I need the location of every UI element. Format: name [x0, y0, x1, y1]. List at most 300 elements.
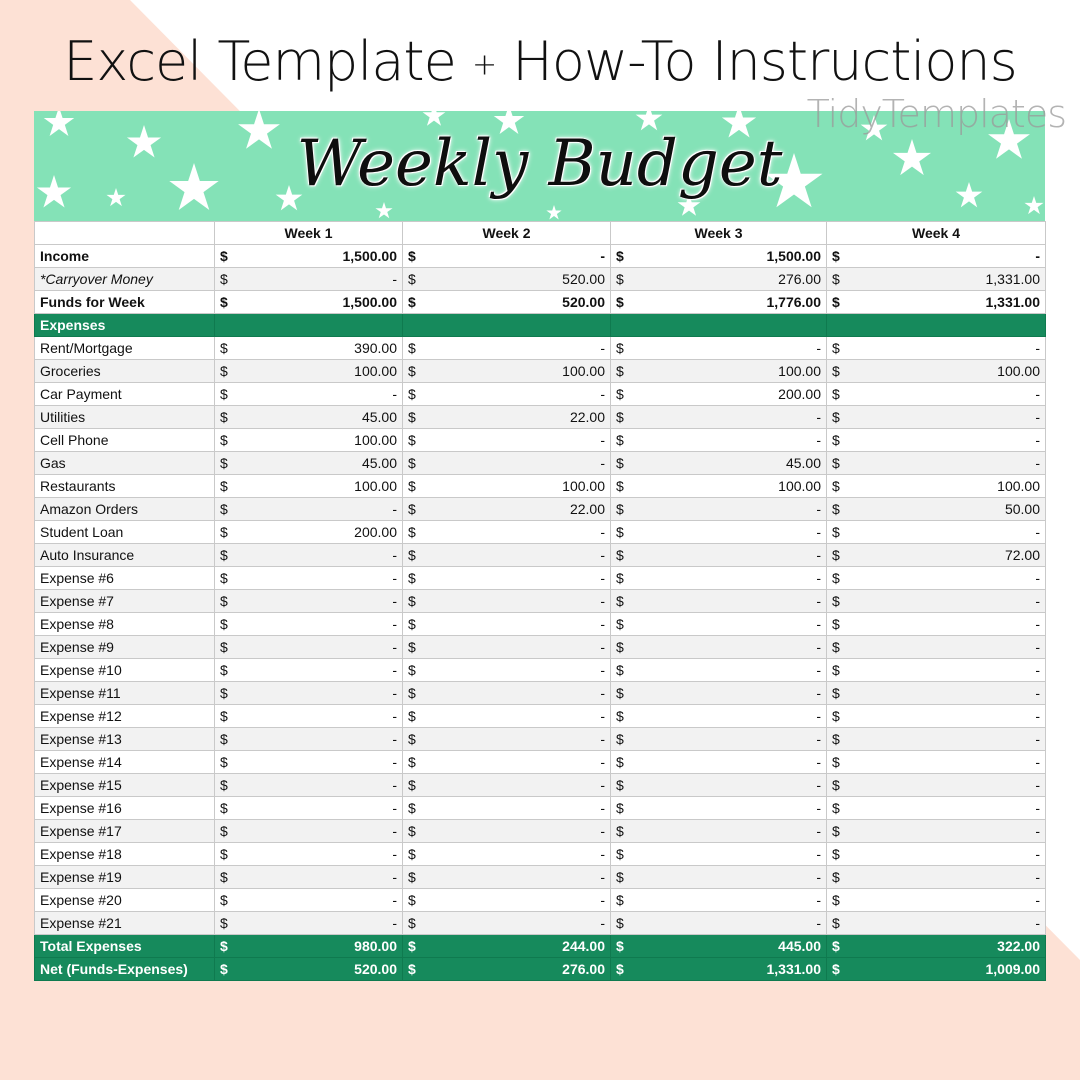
currency-cell[interactable]: $ — [215, 659, 237, 682]
currency-cell[interactable]: $ — [827, 659, 849, 682]
currency-cell[interactable]: $ — [403, 636, 425, 659]
currency-cell[interactable]: $ — [611, 636, 633, 659]
currency-cell[interactable]: $ — [611, 797, 633, 820]
amount-cell[interactable]: - — [237, 567, 403, 590]
currency-cell[interactable]: $ — [403, 751, 425, 774]
amount-cell[interactable]: - — [849, 245, 1046, 268]
currency-cell[interactable]: $ — [215, 521, 237, 544]
currency-cell[interactable]: $ — [611, 268, 633, 291]
expense-row — [35, 567, 1046, 590]
amount-cell[interactable]: 1,331.00 — [849, 268, 1046, 291]
amount-cell[interactable]: - — [633, 682, 827, 705]
row-label[interactable]: Expense #21 — [35, 912, 215, 935]
currency-cell[interactable]: $ — [403, 797, 425, 820]
amount-cell[interactable]: 520.00 — [237, 958, 403, 981]
total-row — [35, 958, 1046, 981]
amount-cell[interactable]: - — [237, 866, 403, 889]
amount-cell[interactable]: 276.00 — [633, 268, 827, 291]
week-header-row — [35, 222, 1046, 245]
amount-cell[interactable]: 100.00 — [237, 475, 403, 498]
amount-cell[interactable]: - — [425, 912, 611, 935]
expense-row — [35, 659, 1046, 682]
currency-cell[interactable]: $ — [827, 728, 849, 751]
amount-cell[interactable]: - — [849, 912, 1046, 935]
currency-cell[interactable]: $ — [611, 843, 633, 866]
row-label[interactable]: Student Loan — [35, 521, 215, 544]
currency-cell[interactable]: $ — [215, 774, 237, 797]
amount-cell[interactable]: 100.00 — [237, 360, 403, 383]
currency-cell[interactable]: $ — [611, 567, 633, 590]
amount-cell[interactable]: - — [849, 406, 1046, 429]
currency-cell[interactable]: $ — [827, 705, 849, 728]
currency-cell[interactable]: $ — [827, 498, 849, 521]
amount-cell[interactable]: 1,500.00 — [237, 291, 403, 314]
amount-cell[interactable]: - — [425, 452, 611, 475]
amount-cell[interactable]: 22.00 — [425, 498, 611, 521]
amount-cell[interactable]: - — [849, 429, 1046, 452]
currency-cell[interactable]: $ — [827, 429, 849, 452]
amount-cell[interactable]: 445.00 — [633, 935, 827, 958]
amount-cell[interactable]: - — [849, 889, 1046, 912]
amount-cell[interactable]: - — [849, 705, 1046, 728]
week-header: Week 2 — [403, 222, 611, 245]
currency-cell[interactable]: $ — [827, 843, 849, 866]
currency-cell[interactable]: $ — [611, 613, 633, 636]
currency-cell[interactable]: $ — [403, 452, 425, 475]
amount-cell[interactable]: - — [425, 751, 611, 774]
row-label[interactable]: Expense #15 — [35, 774, 215, 797]
currency-cell[interactable]: $ — [827, 820, 849, 843]
currency-cell[interactable]: $ — [215, 935, 237, 958]
row-label[interactable]: Expense #7 — [35, 590, 215, 613]
currency-cell[interactable]: $ — [827, 935, 849, 958]
amount-cell[interactable]: 276.00 — [425, 958, 611, 981]
currency-cell[interactable]: $ — [215, 544, 237, 567]
amount-cell[interactable]: - — [633, 636, 827, 659]
currency-cell[interactable]: $ — [827, 958, 849, 981]
currency-cell[interactable]: $ — [827, 268, 849, 291]
row-label[interactable]: Expense #11 — [35, 682, 215, 705]
amount-cell[interactable]: - — [849, 659, 1046, 682]
currency-cell[interactable]: $ — [403, 291, 425, 314]
amount-cell[interactable]: 100.00 — [849, 360, 1046, 383]
currency-cell[interactable]: $ — [403, 659, 425, 682]
currency-cell[interactable]: $ — [403, 567, 425, 590]
currency-cell[interactable]: $ — [215, 475, 237, 498]
currency-cell[interactable]: $ — [403, 705, 425, 728]
amount-cell[interactable]: - — [633, 705, 827, 728]
currency-cell[interactable]: $ — [403, 406, 425, 429]
expense-row — [35, 728, 1046, 751]
currency-cell[interactable]: $ — [611, 912, 633, 935]
amount-cell[interactable]: - — [849, 866, 1046, 889]
amount-cell[interactable]: - — [849, 613, 1046, 636]
expense-row — [35, 705, 1046, 728]
amount-cell[interactable]: - — [237, 912, 403, 935]
amount-cell[interactable]: - — [237, 544, 403, 567]
amount-cell[interactable]: - — [237, 820, 403, 843]
amount-cell[interactable]: - — [237, 590, 403, 613]
row-label[interactable]: Cell Phone — [35, 429, 215, 452]
amount-cell[interactable]: - — [425, 245, 611, 268]
row-label[interactable]: Expense #17 — [35, 820, 215, 843]
currency-cell[interactable]: $ — [827, 590, 849, 613]
amount-cell[interactable]: 45.00 — [237, 452, 403, 475]
currency-cell[interactable]: $ — [827, 613, 849, 636]
row-label[interactable]: Expense #12 — [35, 705, 215, 728]
currency-cell[interactable]: $ — [403, 912, 425, 935]
amount-cell[interactable]: - — [849, 682, 1046, 705]
currency-cell[interactable]: $ — [827, 475, 849, 498]
currency-cell[interactable]: $ — [403, 843, 425, 866]
currency-cell[interactable]: $ — [403, 774, 425, 797]
currency-cell[interactable]: $ — [215, 406, 237, 429]
amount-cell[interactable]: - — [633, 866, 827, 889]
amount-cell[interactable]: 1,331.00 — [633, 958, 827, 981]
amount-cell[interactable]: - — [237, 797, 403, 820]
amount-cell[interactable]: - — [633, 567, 827, 590]
currency-cell[interactable]: $ — [403, 475, 425, 498]
amount-cell[interactable]: - — [425, 866, 611, 889]
row-label[interactable]: Utilities — [35, 406, 215, 429]
page-title-rest: How-To Instructions — [512, 30, 1017, 93]
amount-cell[interactable]: - — [425, 889, 611, 912]
amount-cell[interactable]: - — [237, 498, 403, 521]
currency-cell[interactable]: $ — [611, 705, 633, 728]
currency-cell[interactable]: $ — [611, 544, 633, 567]
amount-cell[interactable]: - — [849, 636, 1046, 659]
currency-cell[interactable]: $ — [403, 590, 425, 613]
amount-cell[interactable]: 980.00 — [237, 935, 403, 958]
currency-cell[interactable]: $ — [403, 337, 425, 360]
currency-cell[interactable]: $ — [611, 337, 633, 360]
page-title-main: Excel Template — [63, 30, 456, 93]
row-label[interactable]: Income — [35, 245, 215, 268]
amount-cell[interactable]: - — [425, 613, 611, 636]
amount-cell[interactable]: 322.00 — [849, 935, 1046, 958]
amount-cell[interactable]: - — [633, 751, 827, 774]
amount-cell[interactable]: - — [849, 567, 1046, 590]
currency-cell[interactable]: $ — [611, 866, 633, 889]
amount-cell[interactable]: 1,500.00 — [633, 245, 827, 268]
currency-cell[interactable]: $ — [403, 820, 425, 843]
amount-cell[interactable]: - — [237, 383, 403, 406]
currency-cell[interactable]: $ — [403, 958, 425, 981]
amount-cell[interactable]: 244.00 — [425, 935, 611, 958]
currency-cell[interactable]: $ — [403, 360, 425, 383]
currency-cell[interactable]: $ — [403, 889, 425, 912]
currency-cell[interactable]: $ — [611, 383, 633, 406]
currency-cell[interactable]: $ — [611, 659, 633, 682]
currency-cell[interactable]: $ — [611, 820, 633, 843]
currency-cell[interactable]: $ — [215, 452, 237, 475]
currency-cell[interactable]: $ — [403, 682, 425, 705]
amount-cell[interactable]: - — [633, 797, 827, 820]
amount-cell[interactable]: 72.00 — [849, 544, 1046, 567]
amount-cell[interactable]: - — [849, 774, 1046, 797]
currency-cell[interactable]: $ — [215, 268, 237, 291]
currency-cell[interactable]: $ — [215, 912, 237, 935]
amount-cell[interactable]: 100.00 — [237, 429, 403, 452]
amount-cell[interactable]: - — [425, 843, 611, 866]
amount-cell[interactable]: 390.00 — [237, 337, 403, 360]
amount-cell[interactable]: - — [633, 544, 827, 567]
row-label[interactable]: Groceries — [35, 360, 215, 383]
currency-cell[interactable]: $ — [611, 935, 633, 958]
amount-cell[interactable]: - — [237, 728, 403, 751]
amount-cell[interactable]: 520.00 — [425, 268, 611, 291]
currency-cell[interactable]: $ — [403, 728, 425, 751]
amount-cell[interactable]: - — [425, 705, 611, 728]
currency-cell[interactable]: $ — [827, 889, 849, 912]
amount-cell[interactable]: - — [237, 843, 403, 866]
amount-cell[interactable]: - — [237, 636, 403, 659]
currency-cell[interactable]: $ — [215, 498, 237, 521]
row-label[interactable]: Auto Insurance — [35, 544, 215, 567]
amount-cell[interactable]: 100.00 — [425, 475, 611, 498]
row-label[interactable]: Gas — [35, 452, 215, 475]
row-label[interactable]: Expense #16 — [35, 797, 215, 820]
amount-cell[interactable]: - — [849, 728, 1046, 751]
amount-cell[interactable]: 200.00 — [633, 383, 827, 406]
amount-cell[interactable]: 1,500.00 — [237, 245, 403, 268]
currency-cell[interactable]: $ — [403, 544, 425, 567]
currency-cell[interactable]: $ — [215, 383, 237, 406]
expenses-header-cell — [611, 314, 827, 337]
currency-cell[interactable]: $ — [827, 360, 849, 383]
amount-cell[interactable]: - — [425, 797, 611, 820]
amount-cell[interactable]: 520.00 — [425, 291, 611, 314]
expense-row — [35, 475, 1046, 498]
currency-cell[interactable]: $ — [611, 291, 633, 314]
row-label[interactable]: Amazon Orders — [35, 498, 215, 521]
amount-cell[interactable]: 100.00 — [425, 360, 611, 383]
row-label[interactable]: Expense #10 — [35, 659, 215, 682]
currency-cell[interactable]: $ — [827, 452, 849, 475]
amount-cell[interactable]: - — [237, 889, 403, 912]
currency-cell[interactable]: $ — [403, 935, 425, 958]
amount-cell[interactable]: - — [237, 659, 403, 682]
currency-cell[interactable]: $ — [215, 337, 237, 360]
currency-cell[interactable]: $ — [215, 590, 237, 613]
expense-row — [35, 820, 1046, 843]
row-label[interactable]: Net (Funds-Expenses) — [35, 958, 215, 981]
amount-cell[interactable]: - — [425, 590, 611, 613]
amount-cell[interactable]: - — [849, 820, 1046, 843]
amount-cell[interactable]: - — [849, 797, 1046, 820]
currency-cell[interactable]: $ — [215, 429, 237, 452]
amount-cell[interactable]: - — [849, 521, 1046, 544]
amount-cell[interactable]: - — [237, 751, 403, 774]
currency-cell[interactable]: $ — [827, 751, 849, 774]
amount-cell[interactable]: - — [425, 544, 611, 567]
amount-cell[interactable]: 22.00 — [425, 406, 611, 429]
currency-cell[interactable]: $ — [215, 613, 237, 636]
row-label[interactable]: Expense #18 — [35, 843, 215, 866]
currency-cell[interactable]: $ — [611, 475, 633, 498]
amount-cell[interactable]: - — [237, 705, 403, 728]
amount-cell[interactable]: - — [633, 406, 827, 429]
corner-cell — [35, 222, 215, 245]
row-label[interactable]: Expense #20 — [35, 889, 215, 912]
amount-cell[interactable]: - — [633, 889, 827, 912]
amount-cell[interactable]: - — [633, 498, 827, 521]
row-label[interactable]: *Carryover Money — [35, 268, 215, 291]
currency-cell[interactable]: $ — [827, 544, 849, 567]
currency-cell[interactable]: $ — [827, 636, 849, 659]
currency-cell[interactable]: $ — [403, 383, 425, 406]
currency-cell[interactable]: $ — [403, 429, 425, 452]
row-label[interactable]: Expense #9 — [35, 636, 215, 659]
currency-cell[interactable]: $ — [611, 360, 633, 383]
currency-cell[interactable]: $ — [215, 245, 237, 268]
amount-cell[interactable]: - — [237, 613, 403, 636]
expense-row — [35, 889, 1046, 912]
currency-cell[interactable]: $ — [215, 636, 237, 659]
amount-cell[interactable]: - — [849, 590, 1046, 613]
currency-cell[interactable]: $ — [215, 797, 237, 820]
amount-cell[interactable]: - — [237, 268, 403, 291]
currency-cell[interactable]: $ — [827, 866, 849, 889]
amount-cell[interactable]: - — [237, 774, 403, 797]
currency-cell[interactable]: $ — [403, 521, 425, 544]
row-label[interactable]: Expense #6 — [35, 567, 215, 590]
currency-cell[interactable]: $ — [215, 866, 237, 889]
row-label[interactable]: Car Payment — [35, 383, 215, 406]
currency-cell[interactable]: $ — [215, 291, 237, 314]
currency-cell[interactable]: $ — [215, 751, 237, 774]
currency-cell[interactable]: $ — [611, 774, 633, 797]
amount-cell[interactable]: - — [425, 429, 611, 452]
currency-cell[interactable]: $ — [827, 245, 849, 268]
currency-cell[interactable]: $ — [827, 406, 849, 429]
amount-cell[interactable]: 1,009.00 — [849, 958, 1046, 981]
currency-cell[interactable]: $ — [403, 613, 425, 636]
currency-cell[interactable]: $ — [215, 705, 237, 728]
budget-body — [35, 245, 1046, 981]
amount-cell[interactable]: 1,331.00 — [849, 291, 1046, 314]
expense-row — [35, 544, 1046, 567]
currency-cell[interactable]: $ — [827, 383, 849, 406]
currency-cell[interactable]: $ — [215, 728, 237, 751]
currency-cell[interactable]: $ — [215, 360, 237, 383]
amount-cell[interactable]: 45.00 — [237, 406, 403, 429]
currency-cell[interactable]: $ — [827, 521, 849, 544]
amount-cell[interactable]: 100.00 — [849, 475, 1046, 498]
amount-cell[interactable]: - — [237, 682, 403, 705]
row-label[interactable]: Restaurants — [35, 475, 215, 498]
row-label[interactable]: Total Expenses — [35, 935, 215, 958]
currency-cell[interactable]: $ — [611, 682, 633, 705]
amount-cell[interactable]: - — [633, 728, 827, 751]
currency-cell[interactable]: $ — [611, 751, 633, 774]
currency-cell[interactable]: $ — [827, 912, 849, 935]
currency-cell[interactable]: $ — [611, 521, 633, 544]
amount-cell[interactable]: - — [633, 843, 827, 866]
amount-cell[interactable]: 100.00 — [633, 360, 827, 383]
amount-cell[interactable]: - — [425, 820, 611, 843]
amount-cell[interactable]: - — [633, 590, 827, 613]
amount-cell[interactable]: - — [849, 383, 1046, 406]
currency-cell[interactable]: $ — [215, 820, 237, 843]
amount-cell[interactable]: - — [425, 682, 611, 705]
row-label[interactable]: Funds for Week — [35, 291, 215, 314]
amount-cell[interactable]: 45.00 — [633, 452, 827, 475]
amount-cell[interactable]: 1,776.00 — [633, 291, 827, 314]
currency-cell[interactable]: $ — [215, 889, 237, 912]
amount-cell[interactable]: - — [849, 337, 1046, 360]
amount-cell[interactable]: - — [425, 659, 611, 682]
currency-cell[interactable]: $ — [611, 429, 633, 452]
expense-row — [35, 521, 1046, 544]
currency-cell[interactable]: $ — [611, 728, 633, 751]
amount-cell[interactable]: - — [849, 751, 1046, 774]
currency-cell[interactable]: $ — [611, 245, 633, 268]
currency-cell[interactable]: $ — [827, 797, 849, 820]
amount-cell[interactable]: - — [633, 337, 827, 360]
amount-cell[interactable]: - — [425, 636, 611, 659]
currency-cell[interactable]: $ — [403, 498, 425, 521]
amount-cell[interactable]: - — [425, 567, 611, 590]
amount-cell[interactable]: - — [633, 521, 827, 544]
amount-cell[interactable]: - — [633, 429, 827, 452]
amount-cell[interactable]: - — [425, 337, 611, 360]
row-label[interactable]: Expense #13 — [35, 728, 215, 751]
currency-cell[interactable]: $ — [827, 567, 849, 590]
row-label[interactable]: Expense #8 — [35, 613, 215, 636]
currency-cell[interactable]: $ — [611, 590, 633, 613]
currency-cell[interactable]: $ — [403, 268, 425, 291]
row-label[interactable]: Expense #14 — [35, 751, 215, 774]
currency-cell[interactable]: $ — [215, 567, 237, 590]
currency-cell[interactable]: $ — [611, 452, 633, 475]
currency-cell[interactable]: $ — [827, 774, 849, 797]
amount-cell[interactable]: - — [425, 383, 611, 406]
amount-cell[interactable]: - — [633, 613, 827, 636]
amount-cell[interactable]: 50.00 — [849, 498, 1046, 521]
amount-cell[interactable]: - — [633, 659, 827, 682]
currency-cell[interactable]: $ — [215, 843, 237, 866]
amount-cell[interactable]: - — [425, 521, 611, 544]
currency-cell[interactable]: $ — [611, 498, 633, 521]
amount-cell[interactable]: - — [425, 728, 611, 751]
currency-cell[interactable]: $ — [611, 406, 633, 429]
currency-cell[interactable]: $ — [403, 245, 425, 268]
currency-cell[interactable]: $ — [827, 337, 849, 360]
page-title — [0, 22, 1080, 102]
amount-cell[interactable]: 100.00 — [633, 475, 827, 498]
amount-cell[interactable]: - — [633, 774, 827, 797]
amount-cell[interactable]: - — [425, 774, 611, 797]
expenses-header-cell — [403, 314, 611, 337]
amount-cell[interactable]: - — [633, 912, 827, 935]
row-label[interactable]: Rent/Mortgage — [35, 337, 215, 360]
currency-cell[interactable]: $ — [827, 682, 849, 705]
currency-cell[interactable]: $ — [215, 682, 237, 705]
currency-cell[interactable]: $ — [611, 889, 633, 912]
currency-cell[interactable]: $ — [403, 866, 425, 889]
amount-cell[interactable]: 200.00 — [237, 521, 403, 544]
row-label[interactable]: Expense #19 — [35, 866, 215, 889]
amount-cell[interactable]: - — [849, 452, 1046, 475]
amount-cell[interactable]: - — [633, 820, 827, 843]
currency-cell[interactable]: $ — [827, 291, 849, 314]
amount-cell[interactable]: - — [849, 843, 1046, 866]
currency-cell[interactable]: $ — [215, 958, 237, 981]
currency-cell[interactable]: $ — [611, 958, 633, 981]
expense-row — [35, 843, 1046, 866]
expense-row — [35, 912, 1046, 935]
